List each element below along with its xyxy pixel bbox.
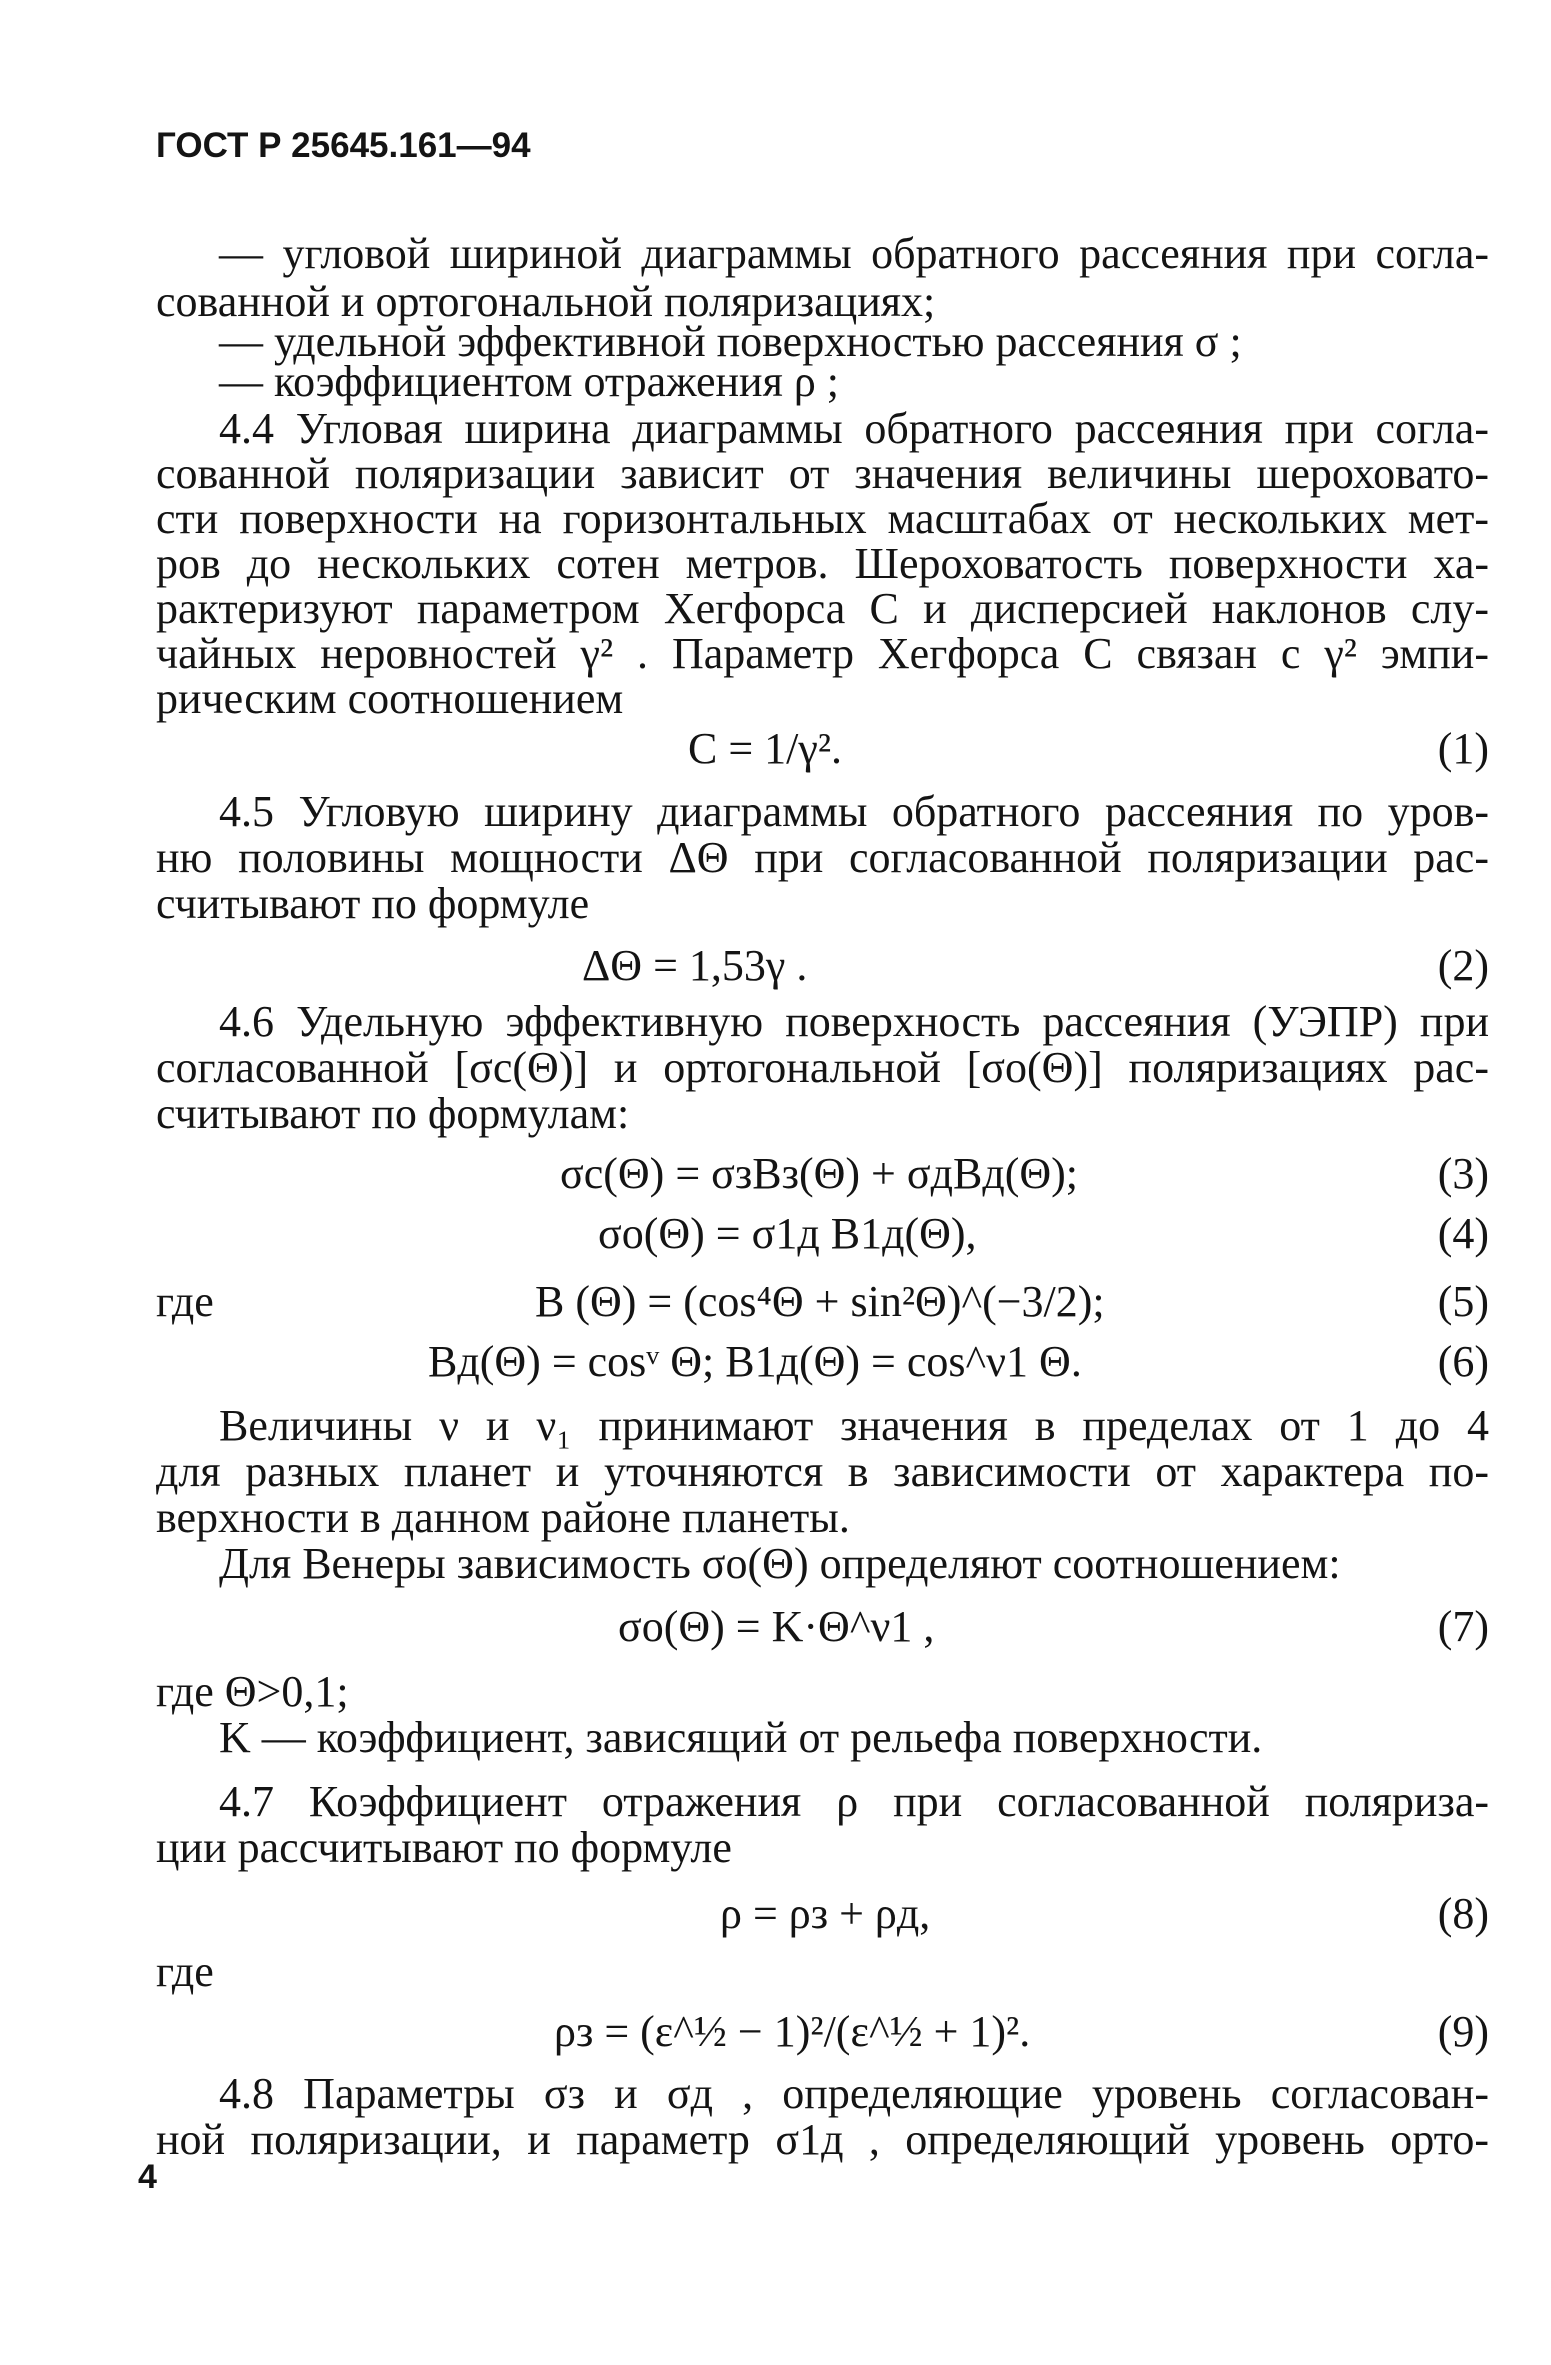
equation-number-7: (7) xyxy=(1437,1602,1489,1651)
text-line: где Θ>0,1; xyxy=(156,1667,349,1716)
text-line: ции рассчитывают по формуле xyxy=(156,1823,732,1872)
text-line: 4.8 Параметры σз и σд , определяющие уровень согласован- xyxy=(219,2069,1489,2118)
equation-number-9: (9) xyxy=(1437,2007,1489,2056)
equation-number-2: (2) xyxy=(1437,941,1489,990)
text-line: Величины ν и ν₁ принимают значения в пределах от 1 до 4 xyxy=(219,1401,1489,1450)
text-line: — угловой шириной диаграммы обратного рассеяния при согла- xyxy=(219,229,1489,278)
text-line: для разных планет и уточняются в зависимости от характера по- xyxy=(156,1447,1489,1496)
text-line: ров до нескольких сотен метров. Шероховатость поверхности ха- xyxy=(156,539,1489,588)
text-line: где xyxy=(156,1947,214,1996)
equation-number-8: (8) xyxy=(1437,1889,1489,1938)
equation-2: ΔΘ = 1,53γ . xyxy=(582,941,808,990)
text-line: считывают по формуле xyxy=(156,879,590,928)
text-line: рическим соотношением xyxy=(156,674,624,723)
text-line: 4.4 Угловая ширина диаграммы обратного рассеяния при согла- xyxy=(219,404,1489,453)
equation-number-1: (1) xyxy=(1437,724,1489,773)
text-line: сти поверхности на горизонтальных масштабах от нескольких мет- xyxy=(156,494,1489,543)
equation-7: σо(Θ) = K·Θ^ν1 , xyxy=(618,1602,935,1651)
equation-6: Bд(Θ) = cosᵛ Θ; B1д(Θ) = cos^ν1 Θ. xyxy=(428,1337,1082,1386)
text-line: сованной и ортогональной поляризациях; xyxy=(156,277,936,326)
equation-3: σс(Θ) = σзBз(Θ) + σдBд(Θ); xyxy=(560,1149,1079,1198)
text-line: — коэффициентом отражения ρ ; xyxy=(219,357,840,406)
text-line: сованной поляризации зависит от значения величины шероховато- xyxy=(156,449,1489,498)
text-line: верхности в данном районе планеты. xyxy=(156,1493,850,1542)
equation-number-4: (4) xyxy=(1437,1209,1489,1258)
text-line: Для Венеры зависимость σо(Θ) определяют соотношением: xyxy=(219,1539,1341,1588)
text-line: чайных неровностей γ² . Параметр Хегфорса C связан с γ² эмпи- xyxy=(156,629,1489,678)
equation-number-6: (6) xyxy=(1437,1337,1489,1386)
equation-5: B (Θ) = (cos⁴Θ + sin²Θ)^(−3/2); xyxy=(535,1277,1105,1326)
text-line: 4.5 Угловую ширину диаграммы обратного рассеяния по уров- xyxy=(219,787,1489,836)
equation-number-5: (5) xyxy=(1437,1277,1489,1326)
equation-9: ρз = (ε^½ − 1)²/(ε^½ + 1)². xyxy=(554,2007,1031,2056)
text-line: согласованной [σс(Θ)] и ортогональной [σо(Θ)] поляризациях рас- xyxy=(156,1043,1489,1092)
text-line: ной поляризации, и параметр σ1д , определяющий уровень орто- xyxy=(156,2115,1489,2164)
text-line: 4.6 Удельную эффективную поверхность рассеяния (УЭПР) при xyxy=(219,997,1489,1046)
page-number: 4 xyxy=(138,2158,157,2196)
equation-4: σо(Θ) = σ1д B1д(Θ), xyxy=(598,1209,977,1258)
equation-8: ρ = ρз + ρд, xyxy=(720,1889,931,1938)
document-header: ГОСТ Р 25645.161—94 xyxy=(156,126,531,165)
text-line: где xyxy=(156,1277,214,1326)
text-line: рактеризуют параметром Хегфорса C и дисперсией наклонов слу- xyxy=(156,584,1489,633)
equation-number-3: (3) xyxy=(1437,1149,1489,1198)
equation-1: C = 1/γ². xyxy=(688,724,843,773)
text-line: ню половины мощности ΔΘ при согласованной поляризации рас- xyxy=(156,833,1489,882)
text-line: считывают по формулам: xyxy=(156,1089,630,1138)
text-line: 4.7 Коэффициент отражения ρ при согласованной поляриза- xyxy=(219,1777,1489,1826)
text-line: K — коэффициент, зависящий от рельефа поверхности. xyxy=(219,1713,1263,1762)
text-line: — удельной эффективной поверхностью рассеяния σ ; xyxy=(219,317,1242,366)
